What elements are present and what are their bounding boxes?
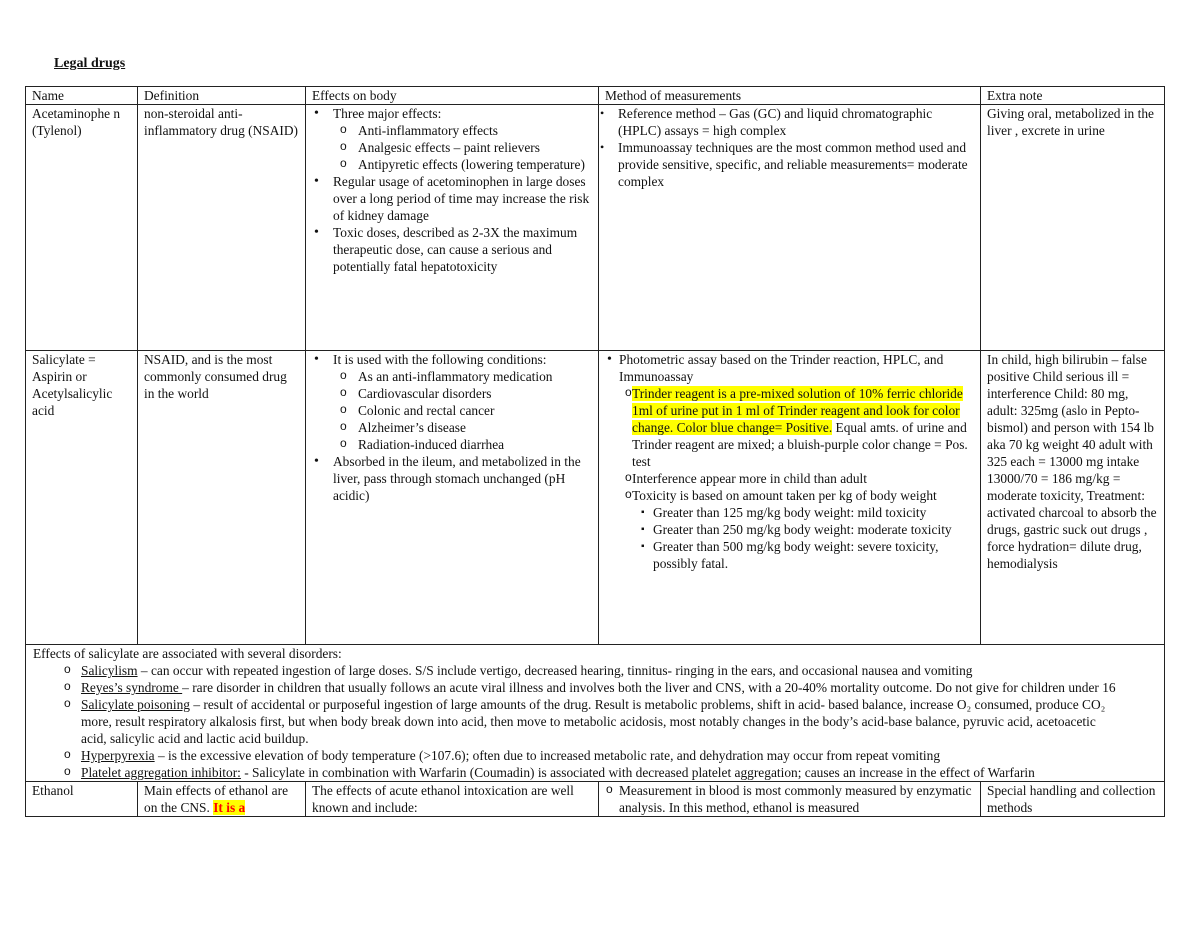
acetaminophen-effects bbox=[306, 105, 599, 351]
acetaminophen-method bbox=[599, 105, 981, 351]
summary-intro: Effects of salicylate are associated with several disorders: bbox=[33, 646, 342, 661]
list-item: • Regular usage of acetominophen in large doses over a long period of time may increase the risk of kidney damage bbox=[306, 173, 592, 224]
list-item: ▪ Greater than 125 mg/kg body weight: mild toxicity bbox=[626, 504, 974, 521]
ethanol-definition-highlight: It is a bbox=[213, 800, 246, 815]
header-definition: Definition bbox=[138, 87, 306, 105]
list-item bbox=[306, 105, 592, 173]
row-ethanol bbox=[26, 782, 1165, 817]
row-acetaminophen bbox=[26, 105, 1165, 351]
list-item: o Antipyretic effects (lowering temperature) bbox=[306, 156, 592, 173]
list-item bbox=[26, 747, 1124, 764]
trinder-highlight: Trinder reagent is a pre-mixed solution of 10% ferric chloride 1ml of urine put in 1 ml of Trinder reagent and look for color change. Color blue change= Positive. bbox=[632, 386, 963, 435]
header-row bbox=[26, 87, 1165, 105]
ethanol-definition-text: Main effects of ethanol are on the CNS. bbox=[144, 783, 289, 815]
effects-intro: It is used with the following conditions: bbox=[333, 352, 547, 367]
term: Hyperpyrexia bbox=[81, 748, 155, 763]
ethanol-method bbox=[599, 782, 981, 817]
salicylate-name: Salicylate = Aspirin or Acetylsalicylic acid bbox=[26, 351, 138, 645]
term: Salicylism bbox=[81, 663, 138, 678]
term-text: - Salicylate in combination with Warfarin (Coumadin) is associated with decreased platelet aggregation; causes an increase in the effect of Warfarin bbox=[240, 765, 1035, 780]
ethanol-note-text: Special handling and collection methods bbox=[987, 783, 1156, 815]
list-item bbox=[599, 351, 974, 385]
effects-intro: Three major effects: bbox=[333, 106, 442, 121]
list-item: o As an anti-inflammatory medication bbox=[306, 368, 592, 385]
ethanol-effects-text: The effects of acute ethanol intoxication are well known and include: bbox=[312, 783, 574, 815]
row-salicylate bbox=[26, 351, 1165, 645]
header-name: Name bbox=[26, 87, 138, 105]
list-item: o Colonic and rectal cancer bbox=[306, 402, 592, 419]
list-item: • Absorbed in the ileum, and metabolized in the liver, pass through stomach unchanged (pH acidic) bbox=[306, 453, 592, 504]
list-item bbox=[26, 662, 1124, 679]
term: Reyes’s syndrome bbox=[81, 680, 183, 695]
list-item bbox=[26, 679, 1124, 696]
trinder-cont: Equal amts. of urine and Trinder reagent are mixed; a bluish-purple color change = Pos. test bbox=[632, 420, 968, 469]
ethanol-note bbox=[981, 782, 1165, 817]
ethanol-definition bbox=[138, 782, 306, 817]
acetaminophen-definition: non-steroidal anti-inflammatory drug (NSAID) bbox=[138, 105, 306, 351]
salicylate-summary bbox=[26, 645, 1165, 782]
header-effects: Effects on body bbox=[306, 87, 599, 105]
list-item: o Alzheimer’s disease bbox=[306, 419, 592, 436]
header-method: Method of measurements bbox=[599, 87, 981, 105]
list-item: ▪ Greater than 250 mg/kg body weight: moderate toxicity bbox=[626, 521, 974, 538]
term-text: – rare disorder in children that usually follows an acute viral illness and involves both the liver and CNS, with a 20-40% mortality outcome. Do not give for children under 16 bbox=[182, 680, 1116, 695]
term-text: – is the excessive elevation of body temperature (>107.6); often due to increased metabolic rate, and dehydration may occur from repeat vomiting bbox=[154, 748, 941, 763]
list-item bbox=[26, 764, 1124, 781]
salicylate-effects bbox=[306, 351, 599, 645]
header-extra-note: Extra note bbox=[981, 87, 1165, 105]
list-item: o Radiation-induced diarrhea bbox=[306, 436, 592, 453]
row-salicylate-effects-summary bbox=[26, 645, 1165, 782]
salicylate-method bbox=[599, 351, 981, 645]
term: Salicylate poisoning bbox=[81, 697, 190, 712]
list-item: o Anti-inflammatory effects bbox=[306, 122, 592, 139]
term-text: – result of accidental or purposeful ingestion of large amounts of the drug. Result is metabolic problems, shift in acid- based balance, increase O₂ consumed, produce CO₂ more, result respiratory alkalosis first, but when body break down into acid, then move to metabolic acidosis, most notably changes in the body’s acid-base balance, pyruvic acid, acetoacetic acid, salicylic acid and lactic acid buildup. bbox=[81, 697, 1106, 746]
list-item bbox=[26, 696, 1124, 747]
list-item: o Cardiovascular disorders bbox=[306, 385, 592, 402]
list-item bbox=[611, 385, 974, 470]
acetaminophen-name: Acetaminophe n (Tylenol) bbox=[26, 105, 138, 351]
acetaminophen-note: Giving oral, metabolized in the liver , excrete in urine bbox=[981, 105, 1165, 351]
list-item: o Analgesic effects – paint relievers bbox=[306, 139, 592, 156]
list-item: • Immunoassay techniques are the most common method used and provide sensitive, specific, and reliable measurements= moderate complex bbox=[600, 139, 974, 190]
ethanol-name: Ethanol bbox=[26, 782, 138, 817]
list-item: • Toxic doses, described as 2-3X the maximum therapeutic dose, can cause a serious and potentially fatal hepatotoxicity bbox=[306, 224, 592, 275]
term: Platelet aggregation inhibitor: bbox=[81, 765, 241, 780]
salicylate-definition: NSAID, and is the most commonly consumed drug in the world bbox=[138, 351, 306, 645]
drugs-table bbox=[25, 86, 1165, 817]
method-intro: Photometric assay based on the Trinder reaction, HPLC, and Immunoassay bbox=[619, 352, 944, 384]
salicylate-note: In child, high bilirubin – false positive Child serious ill = interference Child: 80 mg, adult: 325mg (aslo in Pepto-bismol) and person with 154 lb aka 70 kg weight 40 adult with 325 each = 13000 mg intake 13000/70 = 186 mg/kg = moderate toxicity, Treatment: activated charcoal to absorb the drugs, gastric suck out drugs , force hydration= dilute drug, hemodialysis bbox=[981, 351, 1165, 645]
list-item bbox=[306, 351, 592, 453]
term-text: – can occur with repeated ingestion of large doses. S/S include vertigo, decreased hearing, tinnitus- ringing in the ears, and occasional nausea and vomiting bbox=[137, 663, 973, 678]
ethanol-effects bbox=[306, 782, 599, 817]
list-item bbox=[611, 487, 974, 572]
list-item: • Reference method – Gas (GC) and liquid chromatographic (HPLC) assays = high complex bbox=[600, 105, 974, 139]
page-title: Legal drugs bbox=[54, 56, 126, 71]
list-item: o Interference appear more in child than adult bbox=[611, 470, 974, 487]
list-item: ▪ Greater than 500 mg/kg body weight: severe toxicity, possibly fatal. bbox=[626, 538, 974, 572]
list-item: o Measurement in blood is most commonly measured by enzymatic analysis. In this method, ethanol is measured bbox=[605, 782, 974, 816]
toxicity-intro: Toxicity is based on amount taken per kg of body weight bbox=[632, 488, 937, 503]
